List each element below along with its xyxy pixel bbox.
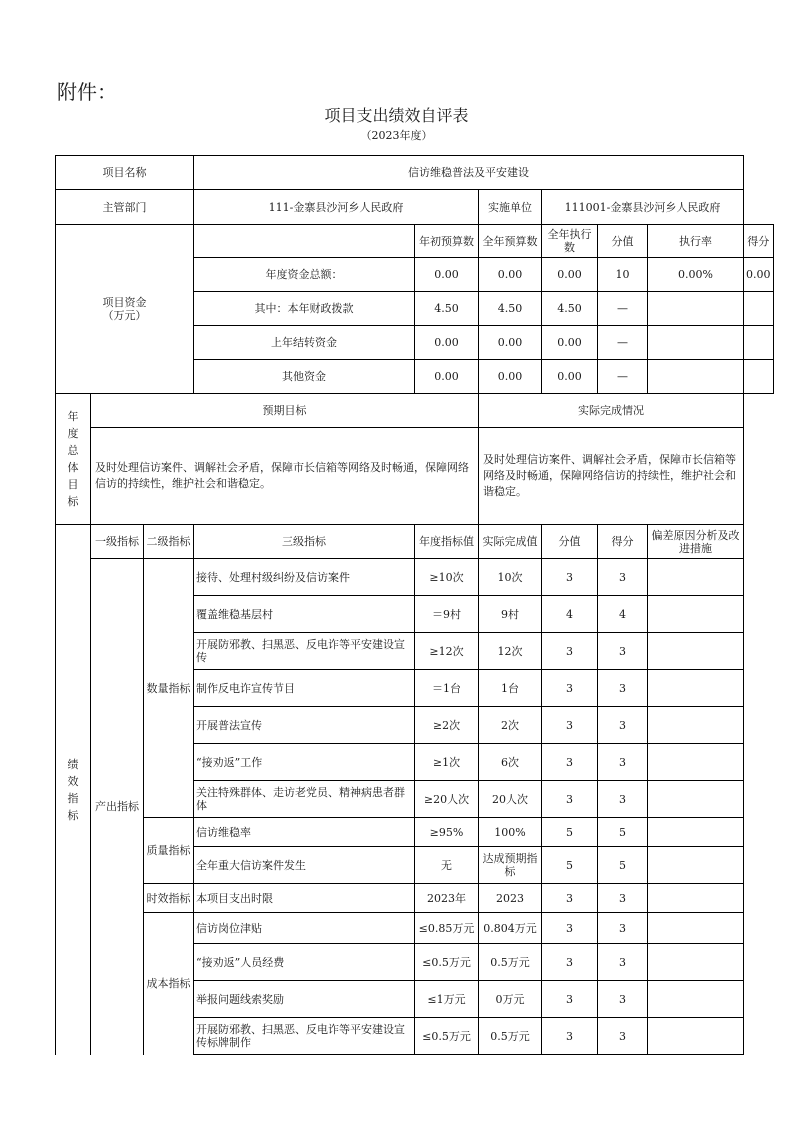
indicator-score: 5	[598, 818, 648, 847]
indicator-target: 2023年	[415, 884, 479, 913]
indicator-score-val: 3	[542, 1018, 598, 1055]
indicator-score-val: 3	[542, 744, 598, 781]
funds-row-label: 其他资金	[194, 360, 415, 394]
funds-full: 0.00	[479, 258, 542, 292]
indicator-score-val: 3	[542, 944, 598, 981]
funds-init: 4.50	[415, 292, 479, 326]
indicator-score: 3	[598, 913, 648, 944]
indicator-score: 3	[598, 884, 648, 913]
indicator-target: ≤1万元	[415, 981, 479, 1018]
indicator-score: 3	[598, 707, 648, 744]
funds-init: 0.00	[415, 326, 479, 360]
indicator-score-val: 3	[542, 981, 598, 1018]
indicator-row	[56, 818, 774, 847]
indicator-note	[648, 944, 744, 981]
funds-score-val: —	[598, 326, 648, 360]
funds-score	[744, 292, 774, 326]
funds-row-label: 其中：本年财政拨款	[194, 292, 415, 326]
indicators-header-score: 得分	[598, 525, 648, 559]
indicator-name: 制作反电诈宣传节目	[194, 670, 415, 707]
indicator-note	[648, 884, 744, 913]
indicator-target: ≤0.5万元	[415, 944, 479, 981]
goals-expected-text: 及时处理信访案件、调解社会矛盾，保障市长信箱等网络及时畅通，保障网络信访的持续性，维护社会和谐稳定。	[91, 428, 479, 525]
indicator-name: 开展防邪教、扫黑恶、反电诈等平安建设宣传	[194, 633, 415, 670]
indicator-score: 3	[598, 1018, 648, 1055]
group-timeliness-label: 时效指标	[144, 884, 194, 913]
level1-label: 产出指标	[91, 559, 144, 1055]
goals-expected-label: 预期目标	[91, 394, 479, 428]
goals-content-row	[56, 428, 774, 525]
indicator-target: ≤0.85万元	[415, 913, 479, 944]
indicator-target: ≥12次	[415, 633, 479, 670]
indicator-row	[56, 884, 774, 913]
indicators-header-target: 年度指标值	[415, 525, 479, 559]
indicators-header-l1: 一级指标	[91, 525, 144, 559]
indicators-section-label	[56, 525, 91, 1055]
funds-score-val: —	[598, 292, 648, 326]
funds-label-text: 项目资金 （万元）	[102, 296, 147, 322]
indicator-name: 举报问题线索奖励	[194, 981, 415, 1018]
funds-header-score: 得分	[744, 225, 774, 258]
indicator-score-val: 3	[542, 633, 598, 670]
indicator-actual: 1台	[479, 670, 542, 707]
indicator-note	[648, 818, 744, 847]
indicator-actual: 100%	[479, 818, 542, 847]
goals-label-text: 年度总体目标	[67, 410, 79, 508]
funds-header-row	[56, 225, 774, 258]
indicator-actual: 6次	[479, 744, 542, 781]
indicator-name: 全年重大信访案件发生	[194, 847, 415, 884]
funds-exec: 0.00	[542, 360, 598, 394]
funds-rate	[648, 292, 744, 326]
funds-full: 4.50	[479, 292, 542, 326]
funds-exec: 0.00	[542, 326, 598, 360]
funds-init: 0.00	[415, 360, 479, 394]
funds-header-full: 全年预算数	[479, 225, 542, 258]
indicator-actual: 0.5万元	[479, 1018, 542, 1055]
indicator-score-val: 3	[542, 781, 598, 818]
indicator-target: ≥95%	[415, 818, 479, 847]
funds-header-rate: 执行率	[648, 225, 744, 258]
funds-score-val: 10	[598, 258, 648, 292]
page-title: 项目支出绩效自评表	[324, 106, 469, 125]
group-quality-label: 质量指标	[144, 818, 194, 884]
indicator-note	[648, 781, 744, 818]
indicator-target: ≥2次	[415, 707, 479, 744]
project-name-value: 信访维稳普法及平安建设	[194, 156, 744, 190]
group-cost-label: 成本指标	[144, 913, 194, 1055]
indicators-header-actual: 实际完成值	[479, 525, 542, 559]
indicator-name: 覆盖维稳基层村	[194, 596, 415, 633]
indicator-score-val: 4	[542, 596, 598, 633]
indicators-header-note: 偏差原因分析及改进措施	[648, 525, 744, 559]
funds-rate: 0.00%	[648, 258, 744, 292]
indicator-name: 本项目支出时限	[194, 884, 415, 913]
indicator-row	[56, 913, 774, 944]
goals-label	[56, 394, 91, 525]
indicator-note	[648, 913, 744, 944]
indicator-score: 3	[598, 944, 648, 981]
funds-init: 0.00	[415, 258, 479, 292]
indicator-name: 接待、处理村级纠纷及信访案件	[194, 559, 415, 596]
indicators-header-score-val: 分值	[542, 525, 598, 559]
indicator-actual: 0.5万元	[479, 944, 542, 981]
funds-header-init: 年初预算数	[415, 225, 479, 258]
indicator-name: “接劝返”人员经费	[194, 944, 415, 981]
indicator-target: ≥1次	[415, 744, 479, 781]
funds-header-score-val: 分值	[598, 225, 648, 258]
indicator-note	[648, 847, 744, 884]
funds-score	[744, 326, 774, 360]
goals-actual-label: 实际完成情况	[479, 394, 744, 428]
funds-rate	[648, 360, 744, 394]
evaluation-table	[55, 155, 774, 1055]
indicator-row	[56, 559, 774, 596]
indicator-name: “接劝返”工作	[194, 744, 415, 781]
indicators-header-l3: 三级指标	[194, 525, 415, 559]
funds-exec: 4.50	[542, 292, 598, 326]
indicator-name: 信访岗位津贴	[194, 913, 415, 944]
indicator-note	[648, 707, 744, 744]
indicator-note	[648, 633, 744, 670]
indicator-score-val: 5	[542, 847, 598, 884]
goals-actual-text: 及时处理信访案件、调解社会矛盾，保障市长信箱等网络及时畅通，保障网络信访的持续性，维护社会和谐稳定。	[479, 428, 744, 525]
indicator-actual: 12次	[479, 633, 542, 670]
dept-value: 111-金寨县沙河乡人民政府	[194, 190, 479, 225]
indicator-score: 4	[598, 596, 648, 633]
year-label: （2023年度）	[360, 129, 433, 142]
indicator-score-val: 3	[542, 559, 598, 596]
funds-exec: 0.00	[542, 258, 598, 292]
funds-score: 0.00	[744, 258, 774, 292]
indicator-score-val: 3	[542, 913, 598, 944]
indicator-target: ＝9村	[415, 596, 479, 633]
indicator-score-val: 3	[542, 707, 598, 744]
indicator-score: 3	[598, 559, 648, 596]
funds-rate	[648, 326, 744, 360]
dept-row	[56, 190, 774, 225]
indicator-note	[648, 596, 744, 633]
attachment-label: 附件：	[57, 80, 117, 104]
evaluation-table-wrapper	[55, 155, 774, 1055]
indicator-actual: 0万元	[479, 981, 542, 1018]
indicators-header-l2: 二级指标	[144, 525, 194, 559]
indicator-target: ≥10次	[415, 559, 479, 596]
group-quantity-label: 数量指标	[144, 559, 194, 818]
indicator-note	[648, 670, 744, 707]
exec-unit-value: 111001-金寨县沙河乡人民政府	[542, 190, 744, 225]
project-name-label: 项目名称	[56, 156, 194, 190]
indicator-actual: 9村	[479, 596, 542, 633]
funds-full: 0.00	[479, 360, 542, 394]
funds-row-label: 上年结转资金	[194, 326, 415, 360]
indicator-note	[648, 1018, 744, 1055]
dept-label: 主管部门	[56, 190, 194, 225]
indicator-actual: 0.804万元	[479, 913, 542, 944]
indicator-target: ≥20人次	[415, 781, 479, 818]
goals-header-row	[56, 394, 774, 428]
funds-row-label: 年度资金总额：	[194, 258, 415, 292]
indicator-target: ＝1台	[415, 670, 479, 707]
indicator-actual: 2次	[479, 707, 542, 744]
exec-unit-label: 实施单位	[479, 190, 542, 225]
funds-header-exec: 全年执行数	[542, 225, 598, 258]
indicator-name: 开展普法宣传	[194, 707, 415, 744]
indicator-note	[648, 744, 744, 781]
indicator-actual: 20人次	[479, 781, 542, 818]
indicator-score: 3	[598, 981, 648, 1018]
indicator-target: ≤0.5万元	[415, 1018, 479, 1055]
indicator-note	[648, 981, 744, 1018]
indicator-score: 5	[598, 847, 648, 884]
indicator-name: 关注特殊群体、走访老党员、精神病患者群体	[194, 781, 415, 818]
indicator-score: 3	[598, 633, 648, 670]
indicator-score: 3	[598, 781, 648, 818]
indicator-actual: 2023	[479, 884, 542, 913]
indicator-score-val: 3	[542, 670, 598, 707]
indicator-actual: 达成预期指标	[479, 847, 542, 884]
funds-label	[56, 225, 194, 394]
funds-header-blank	[194, 225, 415, 258]
indicator-target: 无	[415, 847, 479, 884]
indicator-score: 3	[598, 744, 648, 781]
indicator-note	[648, 559, 744, 596]
indicators-section-text: 绩效指标	[67, 757, 79, 822]
indicator-name: 信访维稳率	[194, 818, 415, 847]
indicator-score-val: 5	[542, 818, 598, 847]
indicator-score: 3	[598, 670, 648, 707]
project-name-row	[56, 156, 774, 190]
indicator-name: 开展防邪教、扫黑恶、反电诈等平安建设宣传标牌制作	[194, 1018, 415, 1055]
funds-score-val: —	[598, 360, 648, 394]
indicator-score-val: 3	[542, 884, 598, 913]
funds-score	[744, 360, 774, 394]
funds-full: 0.00	[479, 326, 542, 360]
indicators-header-row	[56, 525, 774, 559]
indicator-actual: 10次	[479, 559, 542, 596]
